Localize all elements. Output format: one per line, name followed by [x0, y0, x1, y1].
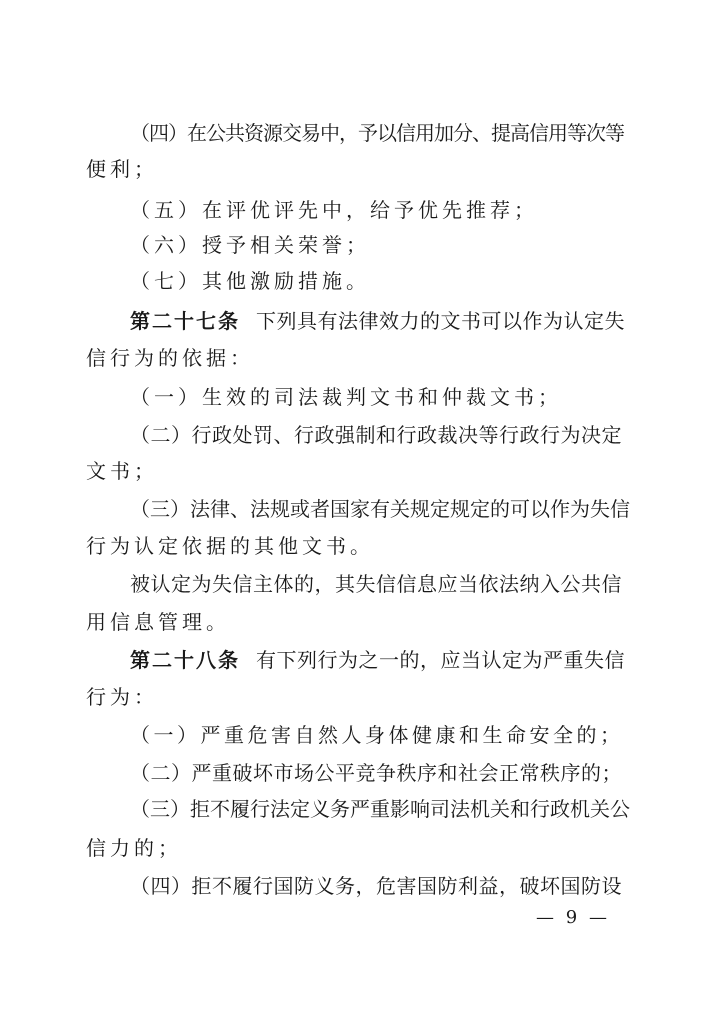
paragraph-line: 用信息管理。	[86, 610, 230, 634]
paragraph-line: 信行为的依据：	[86, 346, 254, 370]
paragraph-line: （一）生效的司法裁判文书和仲裁文书；	[130, 385, 562, 409]
paragraph-line: （四）在公共资源交易中，予以信用加分、提高信用等次等	[130, 121, 624, 145]
page-number: — 9 —	[536, 907, 610, 928]
paragraph-line: 被认定为失信主体的，其失信信息应当依法纳入公共信	[130, 572, 622, 596]
paragraph-line: （二）行政处罚、行政强制和行政裁决等行政行为决定	[130, 423, 622, 447]
article-27-heading: 第二十七条	[130, 309, 240, 333]
paragraph-line: （三）法律、法规或者国家有关规定规定的可以作为失信	[130, 497, 630, 521]
paragraph-line: 便利；	[86, 157, 158, 181]
paragraph-line: （七）其他激励措施。	[130, 269, 370, 293]
paragraph-line: （五）在评优评先中，给予优先推荐；	[130, 198, 538, 222]
paragraph-line: （六）授予相关荣誉；	[130, 233, 370, 257]
article-27-line	[130, 309, 632, 333]
article-28-line	[130, 648, 632, 672]
paragraph-line: 行为：	[86, 685, 158, 709]
paragraph-line: 文书；	[86, 459, 158, 483]
paragraph-line: （三）拒不履行法定义务严重影响司法机关和行政机关公	[130, 797, 630, 821]
paragraph-line: （二）严重破坏市场公平竞争秩序和社会正常秩序的；	[130, 761, 622, 785]
article-28-heading: 第二十八条	[130, 648, 240, 672]
article-28-text: 有下列行为之一的，应当认定为严重失信	[256, 648, 625, 672]
paragraph-line: （一）严重危害自然人身体健康和生命安全的；	[130, 723, 624, 747]
paragraph-line: 信力的；	[86, 836, 182, 860]
paragraph-line: 行为认定依据的其他文书。	[86, 534, 374, 558]
paragraph-line: （四）拒不履行国防义务，危害国防利益，破坏国防设	[130, 874, 622, 898]
article-27-text: 下列具有法律效力的文书可以作为认定失	[256, 309, 625, 333]
